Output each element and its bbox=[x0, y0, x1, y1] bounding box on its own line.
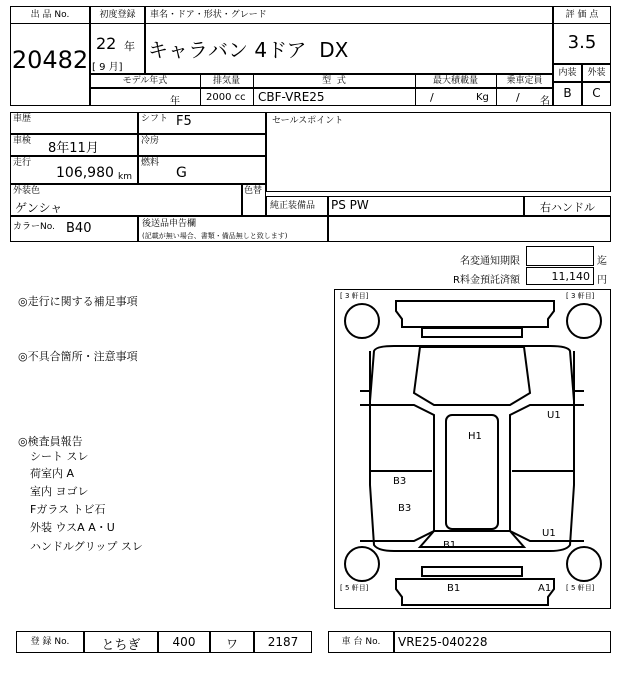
front-grille bbox=[422, 328, 522, 337]
tire-tag-bottom-left: [ 5 軒目] bbox=[340, 584, 369, 592]
inspector-line: 室内 ヨゴレ bbox=[30, 485, 89, 498]
tire-tag-top-left: [ 3 軒目] bbox=[340, 292, 369, 300]
displacement: 2000 cc bbox=[206, 92, 246, 103]
model-code-label: 型 式 bbox=[322, 76, 346, 86]
model-year-unit: 年 bbox=[170, 96, 180, 107]
name-change-unit: 迄 bbox=[597, 256, 607, 267]
tire-rear-left bbox=[345, 547, 379, 581]
name-change-box bbox=[526, 246, 594, 266]
shift-label: シフト bbox=[141, 114, 169, 124]
capacity-label: 乗車定員 bbox=[506, 76, 543, 86]
lot-no-label: 出 品 No. bbox=[30, 10, 70, 20]
tire-front-right bbox=[567, 304, 601, 338]
mark-a1: A1 bbox=[538, 583, 552, 594]
rating-value: 3.5 bbox=[567, 32, 597, 53]
lot-no: 20482 bbox=[11, 46, 89, 74]
chassis-label: 車 台 No. bbox=[341, 637, 381, 647]
defects-label: ◎不具合箇所・注意事項 bbox=[18, 350, 138, 363]
mark-h1: H1 bbox=[468, 431, 482, 442]
tire-front-left bbox=[345, 304, 379, 338]
right-side-panel bbox=[510, 405, 584, 541]
steering-value: 右ハンドル bbox=[540, 201, 595, 214]
equipment-value: PS PW bbox=[331, 198, 369, 212]
vehicle-label: 車名・ドア・形状・グレード bbox=[150, 10, 267, 20]
first-reg-month: [ 9 月] bbox=[92, 62, 123, 73]
inspector-line: Fガラス トビ石 bbox=[30, 503, 106, 516]
inspection-label: 車検 bbox=[13, 136, 32, 146]
later-report-value-box bbox=[328, 216, 611, 242]
mark-u1-bottom: U1 bbox=[542, 528, 556, 539]
reg-class: 400 bbox=[172, 635, 196, 649]
chassis-no: VRE25-040228 bbox=[398, 635, 488, 649]
sales-point-label: セールスポイント bbox=[272, 116, 344, 126]
recycle-label: R料金預託済額 bbox=[453, 275, 520, 286]
exterior-grade: C bbox=[592, 86, 601, 100]
history-label: 車歴 bbox=[13, 114, 32, 124]
mileage-label: 走行 bbox=[13, 158, 32, 168]
exterior-label: 外装 bbox=[587, 68, 606, 78]
inspector-line: 外装 ウスA A・U bbox=[30, 521, 115, 534]
first-reg-label: 初度登録 bbox=[99, 10, 136, 20]
max-load-unit: Kg bbox=[476, 92, 489, 103]
reg-number: 2187 bbox=[267, 635, 299, 649]
tire-rear-right bbox=[567, 547, 601, 581]
reg-kana: ワ bbox=[225, 637, 238, 651]
mark-b1-b: B1 bbox=[447, 583, 461, 594]
inspector-line: シート スレ bbox=[30, 450, 89, 463]
vehicle-name: キャラバン 4ドア DX bbox=[148, 38, 349, 62]
tire-tag-bottom-right: [ 5 軒目] bbox=[566, 584, 595, 592]
max-load-label: 最大積載量 bbox=[432, 76, 478, 86]
color-no-label: カラーNo. bbox=[13, 222, 55, 232]
model-code: CBF-VRE25 bbox=[258, 90, 325, 104]
capacity-unit: 名 bbox=[540, 96, 550, 107]
windshield bbox=[414, 347, 530, 405]
inspector-line: ハンドルグリップ スレ bbox=[30, 540, 143, 553]
inspector-line: 荷室内 A bbox=[30, 467, 75, 480]
name-change-label: 名変通知期限 bbox=[460, 256, 520, 267]
interior-grade: B bbox=[563, 86, 572, 100]
mark-u1-top: U1 bbox=[547, 410, 561, 421]
recycle-value: 11,140 bbox=[551, 270, 590, 283]
first-reg-year: 22 bbox=[96, 34, 117, 53]
recycle-unit: 円 bbox=[597, 275, 607, 286]
mileage-unit: km bbox=[118, 172, 132, 182]
rating-label: 評 価 点 bbox=[565, 10, 599, 20]
inspector-label: ◎検査員報告 bbox=[18, 435, 83, 448]
registration-label: 登 録 No. bbox=[30, 637, 70, 647]
rear-glass bbox=[420, 531, 524, 547]
later-report-label: 後送品申告欄 bbox=[142, 219, 197, 229]
exterior-color: ゲンシャ bbox=[15, 201, 63, 215]
fuel-value: G bbox=[176, 165, 187, 181]
tire-tag-top-right: [ 3 軒目] bbox=[566, 292, 595, 300]
mark-b1-a: B1 bbox=[443, 540, 457, 551]
color-no: B40 bbox=[66, 221, 92, 236]
shift-value: F5 bbox=[176, 114, 192, 129]
rear-panel bbox=[422, 567, 522, 576]
vehicle-outline-diagram bbox=[334, 289, 611, 609]
color-change-label: 色替 bbox=[244, 186, 263, 196]
model-year-label: モデル年式 bbox=[122, 76, 168, 86]
equipment-label: 純正装備品 bbox=[270, 201, 316, 211]
capacity-value: / bbox=[516, 91, 520, 104]
mark-b3-a: B3 bbox=[393, 476, 407, 487]
rear-bumper bbox=[396, 579, 554, 605]
driving-remarks-label: ◎走行に関する補足事項 bbox=[18, 295, 138, 308]
later-report-note: (記載が無い場合、書類・備品無しと致します) bbox=[142, 232, 288, 240]
body-outline bbox=[370, 346, 574, 551]
ac-label: 冷房 bbox=[141, 136, 160, 146]
left-side-panel bbox=[360, 405, 434, 541]
inspection-value: 8年11月 bbox=[48, 141, 99, 156]
first-reg-year-unit: 年 bbox=[124, 40, 135, 53]
mark-b3-b: B3 bbox=[398, 503, 412, 514]
mileage-value: 106,980 bbox=[56, 165, 114, 181]
displacement-label: 排気量 bbox=[212, 76, 240, 86]
front-bumper bbox=[396, 301, 554, 327]
max-load-value: / bbox=[430, 91, 434, 104]
reg-area: とちぎ bbox=[101, 638, 141, 653]
interior-label: 内装 bbox=[558, 68, 577, 78]
fuel-label: 燃料 bbox=[141, 158, 160, 168]
exterior-color-label: 外装色 bbox=[13, 186, 41, 196]
